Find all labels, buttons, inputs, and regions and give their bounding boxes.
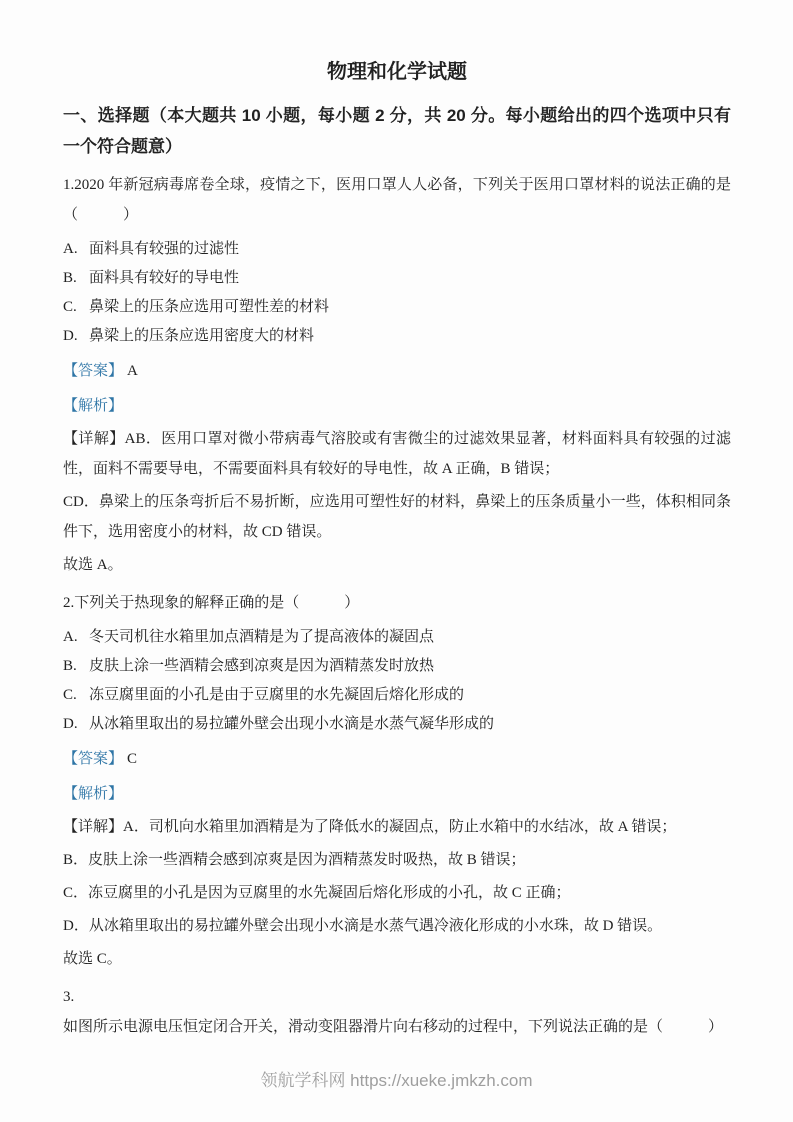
option-text: 面料具有较好的导电性 <box>89 270 240 286</box>
question-2-option-a <box>63 623 731 652</box>
option-key: C. <box>63 687 77 703</box>
option-key: A. <box>63 629 78 645</box>
option-key: A. <box>63 241 78 257</box>
question-3-stem <box>63 982 731 1042</box>
question-2-answer-line <box>63 744 731 774</box>
answer-value: C <box>127 751 138 767</box>
question-2-detail-a: 【详解】A．司机向水箱里加酒精是为了降低水的凝固点，防止水箱中的水结冰，故 A 错误； <box>63 819 677 835</box>
option-key: B. <box>63 270 77 286</box>
question-2-detail-b: B．皮肤上涂一些酒精会感到凉爽是因为酒精蒸发时吸热，故 B 错误； <box>63 852 526 868</box>
option-text: 从冰箱里取出的易拉罐外壁会出现小水滴是水蒸气凝华形成的 <box>89 716 495 732</box>
question-1-detail-cd: CD．鼻梁上的压条弯折后不易折断，应选用可塑性好的材料，鼻梁上的压条质量小一些，体积相同条件下，选用密度小的材料，故 CD 错误。 <box>63 494 731 540</box>
question-2-option-b <box>63 652 731 681</box>
question-3-number: 3. <box>63 989 75 1005</box>
option-text: 面料具有较强的过滤性 <box>89 241 240 257</box>
question-1-analysis-line <box>63 391 731 421</box>
question-2-stem <box>63 588 731 618</box>
question-1-number: 1. <box>63 177 75 193</box>
question-2-detail-c: C．冻豆腐里的小孔是因为豆腐里的水先凝固后熔化形成的小孔，故 C 正确； <box>63 885 571 901</box>
footer-text: 领航学科网 https://xueke.jmkzh.com <box>260 1071 533 1090</box>
answer-value: A <box>127 363 138 379</box>
footer-watermark <box>0 1066 793 1096</box>
option-text: 冬天司机往水箱里加点酒精是为了提高液体的凝固点 <box>89 629 435 645</box>
option-key: C. <box>63 299 77 315</box>
question-2-analysis-line <box>63 779 731 809</box>
option-text: 冻豆腐里面的小孔是由于豆腐里的水先凝固后熔化形成的 <box>89 687 465 703</box>
question-1-stem <box>63 170 731 230</box>
analysis-label: 【解析】 <box>63 786 124 802</box>
answer-label: 【答案】 <box>63 751 124 767</box>
question-1-text: 2020 年新冠病毒席卷全球，疫情之下，医用口罩人人必备，下列关于医用口罩材料的说法正确的是（ ） <box>63 177 731 223</box>
question-1-answer-line <box>63 356 731 386</box>
question-2-conclusion: 故选 C。 <box>63 951 122 967</box>
question-2-text: 下列关于热现象的解释正确的是（ ） <box>74 595 360 611</box>
answer-label: 【答案】 <box>63 363 124 379</box>
question-1-conclusion: 故选 A。 <box>63 557 123 573</box>
question-2-number: 2. <box>63 595 75 611</box>
analysis-label: 【解析】 <box>63 398 124 414</box>
question-2-detail-d: D．从冰箱里取出的易拉罐外壁会出现小水滴是水蒸气遇冷液化形成的小水珠，故 D 错误。 <box>63 918 663 934</box>
question-2-options <box>63 623 731 739</box>
option-key: D. <box>63 716 78 732</box>
option-key: D. <box>63 328 78 344</box>
question-1-option-a <box>63 235 731 264</box>
question-2-option-c <box>63 681 731 710</box>
page-title: 物理和化学试题 <box>327 61 467 83</box>
question-1-option-b <box>63 264 731 293</box>
option-text: 鼻梁上的压条应选用密度大的材料 <box>89 328 315 344</box>
section-header: 一、选择题（本大题共 10 小题，每小题 2 分，共 20 分。每小题给出的四个选项中只有一个符合题意） <box>63 106 731 156</box>
question-1-option-d <box>63 322 731 351</box>
option-text: 鼻梁上的压条应选用可塑性差的材料 <box>89 299 330 315</box>
question-2-option-d <box>63 710 731 739</box>
question-1-options <box>63 235 731 351</box>
option-key: B. <box>63 658 77 674</box>
option-text: 皮肤上涂一些酒精会感到凉爽是因为酒精蒸发时放热 <box>89 658 435 674</box>
question-1-detail-ab: 【详解】AB．医用口罩对微小带病毒气溶胶或有害微尘的过滤效果显著，材料面料具有较强的过滤性，面料不需要导电，不需要面料具有较好的导电性，故 A 正确，B 错误； <box>63 431 731 477</box>
question-1-option-c <box>63 293 731 322</box>
question-3-text: 如图所示电源电压恒定闭合开关，滑动变阻器滑片向右移动的过程中，下列说法正确的是（ ） <box>63 1019 724 1035</box>
